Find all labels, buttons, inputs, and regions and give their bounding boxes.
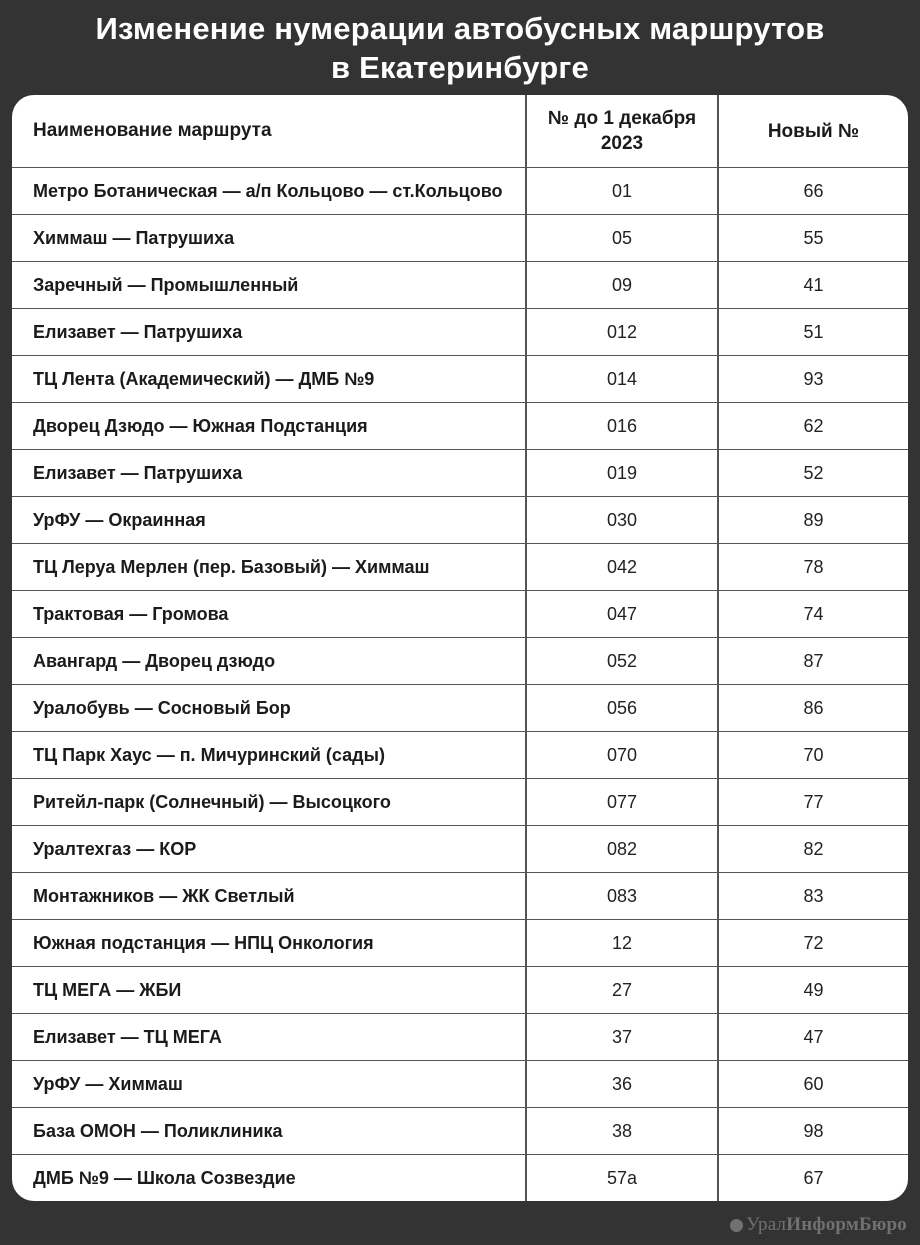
table-row [12,1013,908,1060]
route-name-cell: Елизавет — Патрушиха [33,321,243,342]
old-number-cell: 083 [525,873,717,919]
table-row [12,731,908,778]
new-number-cell: 72 [717,920,908,966]
table-row [12,825,908,872]
new-number-cell: 74 [717,591,908,637]
old-number-cell: 05 [525,215,717,261]
table-row [12,1060,908,1107]
old-number-cell: 01 [525,168,717,214]
table-row [12,919,908,966]
routes-table [12,95,908,1201]
old-number-cell: 082 [525,826,717,872]
table-row [12,261,908,308]
route-name-cell: Трактовая — Громова [33,603,229,624]
old-number-cell: 019 [525,450,717,496]
watermark-brand-regular: Урал [746,1214,787,1235]
old-number-cell: 056 [525,685,717,731]
table-row [12,1154,908,1201]
watermark-brand-bold: ИнформБюро [786,1214,907,1235]
table-row [12,543,908,590]
new-number-cell: 49 [717,967,908,1013]
new-number-cell: 62 [717,403,908,449]
route-name-cell: Авангард — Дворец дзюдо [33,650,276,671]
table-body [12,167,908,1201]
new-number-cell: 82 [717,826,908,872]
old-number-cell: 09 [525,262,717,308]
route-name-cell: Уралобувь — Сосновый Бор [33,697,291,718]
new-number-cell: 67 [717,1155,908,1201]
new-number-cell: 70 [717,732,908,778]
table-row [12,684,908,731]
route-name-cell: Монтажников — ЖК Светлый [33,885,295,906]
table-row [12,449,908,496]
new-number-cell: 77 [717,779,908,825]
table-row [12,1107,908,1154]
table-row [12,214,908,261]
new-number-cell: 83 [717,873,908,919]
route-name-cell: База ОМОН — Поликлиника [33,1120,283,1141]
new-number-cell: 89 [717,497,908,543]
old-number-cell: 042 [525,544,717,590]
route-name-cell: Южная подстанция — НПЦ Онкология [33,932,374,953]
route-name-cell: УрФУ — Химмаш [33,1073,183,1094]
route-name-cell: Химмаш — Патрушиха [33,227,235,248]
table-header-row [12,95,908,167]
table-row [12,590,908,637]
route-name-cell: Елизавет — Патрушиха [33,462,243,483]
route-name-cell: ТЦ Леруа Мерлен (пер. Базовый) — Химмаш [33,556,430,577]
old-number-cell: 38 [525,1108,717,1154]
page-title-line-2: в Екатеринбурге [331,50,589,85]
table-row [12,402,908,449]
old-number-cell: 012 [525,309,717,355]
route-name-cell: ТЦ МЕГА — ЖБИ [33,979,182,1000]
new-number-cell: 86 [717,685,908,731]
route-name-cell: Метро Ботаническая — а/п Кольцово — ст.Кольцово [33,180,503,201]
old-number-cell: 077 [525,779,717,825]
page-title [0,0,920,87]
table-row [12,355,908,402]
new-number-cell: 93 [717,356,908,402]
old-number-cell: 12 [525,920,717,966]
old-number-cell: 014 [525,356,717,402]
table-row [12,966,908,1013]
old-number-cell: 047 [525,591,717,637]
route-name-cell: ТЦ Парк Хаус — п. Мичуринский (сады) [33,744,385,765]
uralinformburo-watermark [730,1214,907,1236]
route-name-cell: ДМБ №9 — Школа Созвездие [33,1167,296,1188]
new-number-cell: 47 [717,1014,908,1060]
old-number-cell: 070 [525,732,717,778]
column-header-new-number: Новый № [717,95,908,167]
new-number-cell: 51 [717,309,908,355]
old-number-cell: 27 [525,967,717,1013]
table-row [12,778,908,825]
table-row [12,637,908,684]
table-row [12,496,908,543]
route-name-cell: ТЦ Лента (Академический) — ДМБ №9 [33,368,375,389]
old-number-cell: 37 [525,1014,717,1060]
old-number-cell: 030 [525,497,717,543]
old-number-cell: 36 [525,1061,717,1107]
new-number-cell: 66 [717,168,908,214]
new-number-cell: 55 [717,215,908,261]
new-number-cell: 41 [717,262,908,308]
old-number-cell: 57а [525,1155,717,1201]
route-name-cell: Дворец Дзюдо — Южная Подстанция [33,415,368,436]
route-name-cell: УрФУ — Окраинная [33,509,206,530]
route-name-cell: Ритейл-парк (Солнечный) — Высоцкого [33,791,391,812]
logo-dot-icon [730,1219,743,1232]
new-number-cell: 52 [717,450,908,496]
route-name-cell: Елизавет — ТЦ МЕГА [33,1026,222,1047]
table-row [12,872,908,919]
table-row [12,167,908,214]
old-number-cell: 016 [525,403,717,449]
route-name-cell: Заречный — Промышленный [33,274,299,295]
new-number-cell: 60 [717,1061,908,1107]
route-name-cell: Уралтехгаз — КОР [33,838,197,859]
page-title-line-1: Изменение нумерации автобусных маршрутов [95,11,825,46]
table-row [12,308,908,355]
old-number-cell: 052 [525,638,717,684]
new-number-cell: 98 [717,1108,908,1154]
column-header-route-name: Наименование маршрута [33,120,272,141]
new-number-cell: 78 [717,544,908,590]
new-number-cell: 87 [717,638,908,684]
column-header-old-number: № до 1 декабря 2023 [525,95,717,167]
